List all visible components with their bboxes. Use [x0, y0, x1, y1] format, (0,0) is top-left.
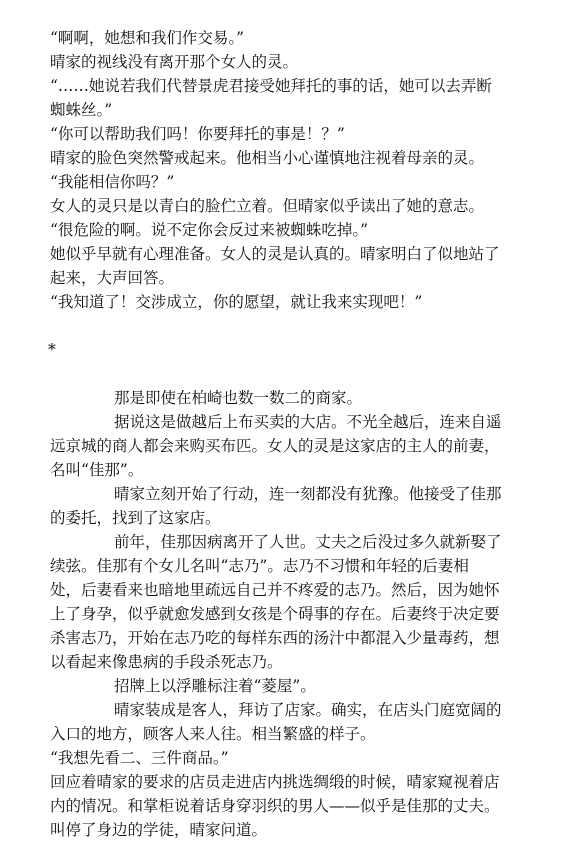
text-line: 回应着晴家的要求的店员走进店内挑选绸缎的时候，晴家窥视着店	[50, 773, 500, 791]
text-line: 续弦。佳那有个女儿名叫“志乃”。志乃不习惯和年轻的后妻相	[50, 557, 469, 575]
text-line: 内的情况。和掌柜说着话身穿羽织的男人——似乎是佳那的丈夫。	[50, 797, 500, 815]
text-line: “我想先看二、三件商品。”	[50, 749, 229, 767]
text-line: 晴家装成是客人，拜访了店家。确实，在店头门庭宽阔的	[114, 701, 502, 719]
text-line: “啊啊，她想和我们作交易。”	[50, 29, 245, 47]
text-line: 据说这是做越后上布买卖的大店。不光全越后，连来自遥	[114, 413, 502, 431]
text-line: 起来，大声回答。	[50, 269, 175, 287]
text-line: 入口的地方，顾客人来人往。相当繁盛的样子。	[50, 725, 376, 743]
text-line: 的委托，找到了这家店。	[50, 509, 221, 527]
text-line: 以看起来像患病的手段杀死志乃。	[50, 653, 283, 671]
text-line: 蜘蛛丝。”	[50, 101, 113, 119]
text-line: 她似乎早就有心理准备。女人的灵是认真的。晴家明白了似地站了	[50, 245, 500, 263]
text-line: 那是即使在柏崎也数一数二的商家。	[114, 389, 363, 407]
text-line: 招牌上以浮雕标注着“菱屋”。	[114, 677, 316, 695]
text-line: 处，后妻看来也暗地里疏远自己并不疼爱的志乃。然后，因为她怀	[50, 581, 500, 599]
text-line: 前年，佳那因病离开了人世。丈夫之后没过多久就新娶了	[114, 533, 502, 551]
text-line: 晴家的视线没有离开那个女人的灵。	[50, 53, 299, 71]
text-line: 叫停了身边的学徒，晴家问道。	[50, 821, 268, 839]
text-line: 女人的灵只是以青白的脸伫立着。但晴家似乎读出了她的意志。	[50, 197, 485, 215]
text-line: 远京城的商人都会来购买布匹。女人的灵是这家店的主人的前妻，	[50, 437, 500, 455]
text-line: 名叫“佳那”。	[50, 461, 144, 479]
text-line: 上了身孕，似乎就愈发感到女孩是个碍事的存在。后妻终于决定要	[50, 605, 500, 623]
text-line: 晴家立刻开始了行动，连一刻都没有犹豫。他接受了佳那	[114, 485, 502, 503]
text-line: “很危险的啊。说不定你会反过来被蜘蛛吃掉。”	[50, 221, 369, 239]
text-line: “我知道了！交涉成立，你的愿望，就让我来实现吧！”	[50, 293, 423, 311]
text-line: “……她说若我们代替景虎君接受她拜托的事的话，她可以去弄断	[50, 77, 492, 95]
text-line: 杀害志乃，开始在志乃吃的每样东西的汤汁中都混入少量毒药，想	[50, 629, 500, 647]
text-line: 晴家的脸色突然警戒起来。他相当小心谨慎地注视着母亲的灵。	[50, 149, 485, 167]
section-break-marker: *	[48, 341, 56, 359]
text-line: “你可以帮助我们吗！你要拜托的事是！？”	[50, 125, 345, 143]
text-line: “我能相信你吗？”	[50, 173, 175, 191]
